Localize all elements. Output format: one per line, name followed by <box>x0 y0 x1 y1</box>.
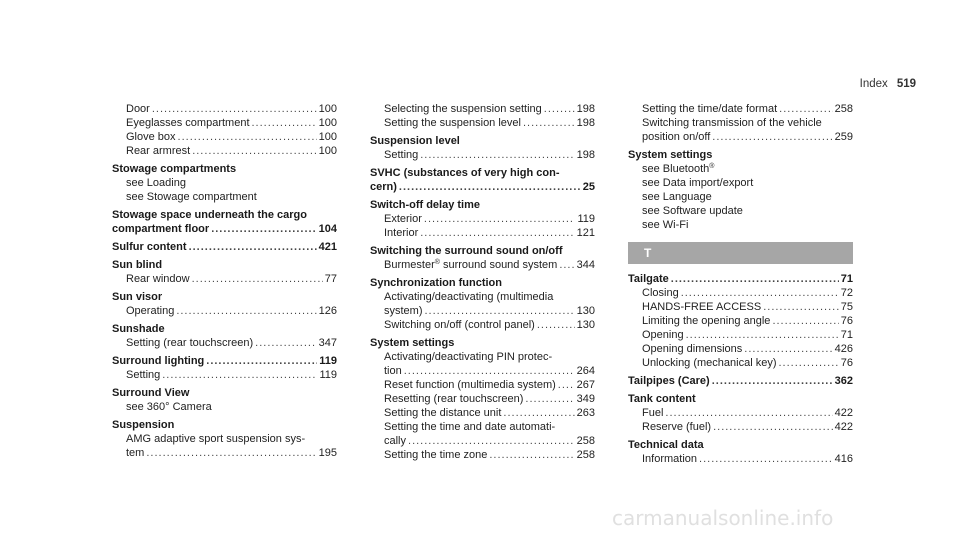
entry-text <box>384 148 418 162</box>
leader-dots <box>152 102 317 116</box>
entry-label: Opening dimensions <box>642 343 743 355</box>
page-ref: 349 <box>576 393 595 405</box>
entry-label: Rear armrest <box>126 145 191 157</box>
watermark: carmanualsonline.info <box>612 506 834 530</box>
entry-label: Sun blind <box>112 259 163 271</box>
page-ref: 119 <box>577 213 595 225</box>
entry-text <box>642 219 688 231</box>
entry-text <box>642 191 712 203</box>
entry-label: Tailgate <box>628 273 669 285</box>
entry-label: Stowage compartments <box>112 163 237 175</box>
entry-label: Resetting (rear touchscreen) <box>384 393 524 405</box>
page-ref: 77 <box>324 273 337 285</box>
index-entry <box>370 336 595 350</box>
leader-dots <box>559 258 574 272</box>
page-ref: 198 <box>576 103 595 115</box>
index-subentry <box>370 290 595 304</box>
leader-dots <box>424 212 576 226</box>
registered-mark: ® <box>709 163 715 170</box>
entry-label: Switching the surround sound on/off <box>370 245 563 257</box>
index-subentry <box>628 420 853 434</box>
page-ref: 264 <box>576 365 595 377</box>
leader-dots <box>665 406 832 420</box>
leader-dots <box>489 448 574 462</box>
entry-label: Door <box>126 103 150 115</box>
index-entry <box>370 198 595 212</box>
entry-label: Setting the distance unit <box>384 407 502 419</box>
index-subentry <box>370 148 595 162</box>
index-entry <box>112 240 337 254</box>
entry-text <box>642 356 777 370</box>
index-entry <box>112 222 337 236</box>
entry-label: Closing <box>642 287 679 299</box>
entry-label: Glove box <box>126 131 176 143</box>
leader-dots <box>252 116 317 130</box>
entry-text <box>642 342 742 356</box>
entry-text <box>370 180 397 194</box>
leader-dots <box>713 420 833 434</box>
entry-text <box>384 351 552 363</box>
index-subentry <box>628 204 853 218</box>
leader-dots <box>146 446 316 460</box>
index-subentry <box>112 400 337 414</box>
entry-label: Setting the time zone <box>384 449 488 461</box>
entry-text <box>370 337 454 349</box>
page-ref: 75 <box>840 301 853 313</box>
entry-text <box>370 199 480 211</box>
page-ref: 416 <box>834 453 853 465</box>
index-entry <box>628 148 853 162</box>
page-number: 519 <box>896 78 916 90</box>
entry-label: Setting (rear touchscreen) <box>126 337 254 349</box>
page-ref: 25 <box>582 181 595 193</box>
page-ref: 100 <box>318 145 337 157</box>
leader-dots <box>176 304 316 318</box>
entry-label: Switching transmission of the vehicle <box>642 117 822 129</box>
index-entry <box>370 180 595 194</box>
page-ref: 259 <box>834 131 853 143</box>
leader-dots <box>525 392 574 406</box>
entry-text <box>628 272 669 286</box>
entry-label: see Data import/export <box>642 177 754 189</box>
entry-text <box>126 130 176 144</box>
page-ref: 130 <box>576 305 595 317</box>
page-ref: 126 <box>318 305 337 317</box>
entry-label: Technical data <box>628 439 704 451</box>
entry-text <box>642 406 663 420</box>
entry-label: see Wi-Fi <box>642 219 689 231</box>
entry-text <box>628 149 712 161</box>
entry-label: Switching on/off (control panel) <box>384 319 535 331</box>
index-subentry <box>370 350 595 364</box>
page-ref: 100 <box>318 131 337 143</box>
entry-label: system) <box>384 305 423 317</box>
entry-text <box>642 163 714 175</box>
page-ref: 119 <box>319 369 337 381</box>
entry-label: Setting the time/date format <box>642 103 778 115</box>
entry-label: see 360° Camera <box>126 401 212 413</box>
index-letter-header: T <box>628 242 853 264</box>
leader-dots <box>686 328 839 342</box>
entry-label: tem <box>126 447 145 459</box>
index-column-2 <box>370 102 595 462</box>
entry-label: Sunshade <box>112 323 165 335</box>
entry-text <box>642 177 753 189</box>
index-column-1 <box>112 102 337 460</box>
index-subentry <box>112 116 337 130</box>
entry-label: Suspension <box>112 419 175 431</box>
entry-text <box>642 452 697 466</box>
index-entry <box>112 386 337 400</box>
entry-text <box>126 433 305 445</box>
entry-text <box>642 314 770 328</box>
page-ref: 198 <box>576 117 595 129</box>
registered-mark: ® <box>434 259 440 266</box>
leader-dots <box>189 240 317 254</box>
entry-label: Switch-off delay time <box>370 199 481 211</box>
page-ref: 119 <box>319 355 337 367</box>
entry-label: Rear window <box>126 273 190 285</box>
index-subentry <box>628 190 853 204</box>
index-subentry <box>112 304 337 318</box>
page-ref: 422 <box>834 421 853 433</box>
page-ref: 258 <box>834 103 853 115</box>
page-ref: 130 <box>576 319 595 331</box>
entry-text <box>112 209 307 221</box>
leader-dots <box>399 180 581 194</box>
index-column-3 <box>628 102 853 466</box>
leader-dots <box>558 378 575 392</box>
entry-text <box>384 421 555 433</box>
entry-label: Selecting the suspension setting <box>384 103 542 115</box>
entry-label: HANDS-FREE ACCESS <box>642 301 762 313</box>
index-subentry <box>628 300 853 314</box>
entry-text <box>628 374 710 388</box>
index-subentry <box>628 102 853 116</box>
index-subentry <box>370 378 595 392</box>
entry-text <box>384 258 557 272</box>
index-subentry <box>370 116 595 130</box>
entry-label: Eyeglasses compartment <box>126 117 250 129</box>
page-ref: 195 <box>318 447 337 459</box>
entry-text <box>126 191 257 203</box>
index-subentry <box>112 190 337 204</box>
index-subentry <box>370 392 595 406</box>
entry-text <box>126 272 190 286</box>
entry-text <box>384 116 521 130</box>
leader-dots <box>408 434 575 448</box>
index-subentry <box>370 102 595 116</box>
entry-label: Exterior <box>384 213 422 225</box>
entry-text <box>642 102 777 116</box>
leader-dots <box>523 116 575 130</box>
index-entry <box>370 134 595 148</box>
entry-label: Reserve (fuel) <box>642 421 712 433</box>
entry-text <box>112 387 189 399</box>
index-entry <box>112 258 337 272</box>
entry-text <box>126 304 174 318</box>
index-subentry <box>370 258 595 272</box>
index-subentry <box>370 226 595 240</box>
page-ref: 71 <box>840 273 853 285</box>
entry-label: Setting <box>126 369 161 381</box>
index-entry <box>112 354 337 368</box>
header-title: Index <box>859 78 888 90</box>
index-entry <box>112 418 337 432</box>
index-entry <box>112 162 337 176</box>
index-subentry <box>628 176 853 190</box>
entry-text <box>112 163 236 175</box>
index-subentry <box>112 130 337 144</box>
entry-text <box>126 401 212 413</box>
entry-text <box>628 439 704 451</box>
leader-dots <box>779 102 833 116</box>
leader-dots <box>162 368 317 382</box>
entry-label: see Language <box>642 191 712 203</box>
index-entry <box>628 374 853 388</box>
entry-label: Fuel <box>642 407 664 419</box>
entry-text <box>126 336 253 350</box>
index-entry <box>628 392 853 406</box>
entry-text <box>384 448 487 462</box>
index-subentry <box>628 328 853 342</box>
leader-dots <box>544 102 575 116</box>
leader-dots <box>420 226 574 240</box>
leader-dots <box>712 374 833 388</box>
leader-dots <box>744 342 832 356</box>
index-subentry <box>628 116 853 130</box>
entry-text <box>384 406 501 420</box>
leader-dots <box>537 318 575 332</box>
index-subentry <box>112 102 337 116</box>
page-ref: 362 <box>834 375 853 387</box>
entry-text <box>126 177 186 189</box>
entry-text <box>126 368 160 382</box>
entry-label: Activating/deactivating PIN protec- <box>384 351 553 363</box>
entry-label: Synchronization function <box>370 277 502 289</box>
entry-text <box>370 135 460 147</box>
page-ref: 72 <box>840 287 853 299</box>
entry-text <box>384 378 556 392</box>
page-ref: 198 <box>576 149 595 161</box>
entry-text <box>112 419 174 431</box>
page-ref: 344 <box>576 259 595 271</box>
page-ref: 263 <box>576 407 595 419</box>
entry-text <box>112 240 187 254</box>
index-subentry <box>112 176 337 190</box>
entry-text <box>384 304 423 318</box>
index-entry <box>628 438 853 452</box>
entry-label: Opening <box>642 329 684 341</box>
entry-text <box>642 300 761 314</box>
entry-text <box>642 130 710 144</box>
entry-label: System settings <box>628 149 713 161</box>
entry-label: AMG adaptive sport suspension sys- <box>126 433 306 445</box>
entry-label: Sun visor <box>112 291 163 303</box>
entry-text <box>384 291 553 303</box>
index-subentry <box>112 368 337 382</box>
page-ref: 347 <box>318 337 337 349</box>
leader-dots <box>178 130 317 144</box>
index-subentry <box>628 406 853 420</box>
leader-dots <box>192 272 323 286</box>
entry-text <box>384 392 523 406</box>
entry-label: Tank content <box>628 393 696 405</box>
entry-label: Suspension level <box>370 135 460 147</box>
entry-text <box>112 222 209 236</box>
entry-label: see Stowage compartment <box>126 191 257 203</box>
entry-label: Surround View <box>112 387 190 399</box>
leader-dots <box>772 314 838 328</box>
index-subentry <box>628 162 853 176</box>
entry-label: Stowage space underneath the cargo <box>112 209 307 221</box>
entry-label: Burmester <box>384 259 435 271</box>
leader-dots <box>404 364 575 378</box>
entry-text <box>384 364 402 378</box>
entry-label: Information <box>642 453 698 465</box>
leader-dots <box>255 336 316 350</box>
page-ref: 100 <box>318 103 337 115</box>
entry-label: Tailpipes (Care) <box>628 375 710 387</box>
entry-label: Surround lighting <box>112 355 205 367</box>
entry-text <box>370 277 502 289</box>
entry-label: SVHC (substances of very high con- <box>370 167 560 179</box>
page-ref: 76 <box>840 315 853 327</box>
page-ref: 258 <box>576 435 595 447</box>
index-entry <box>370 166 595 180</box>
index-subentry <box>370 318 595 332</box>
entry-label-tail: surround sound system <box>439 259 558 271</box>
page-ref: 100 <box>318 117 337 129</box>
entry-label: Unlocking (mechanical key) <box>642 357 777 369</box>
entry-label: Limiting the opening angle <box>642 315 771 327</box>
leader-dots <box>779 356 839 370</box>
entry-text <box>384 318 535 332</box>
index-subentry <box>370 434 595 448</box>
index-subentry <box>628 342 853 356</box>
entry-label: tion <box>384 365 402 377</box>
index-subentry <box>628 452 853 466</box>
leader-dots <box>206 354 317 368</box>
entry-text <box>126 116 250 130</box>
leader-dots <box>211 222 316 236</box>
entry-text <box>642 117 822 129</box>
entry-label: System settings <box>370 337 455 349</box>
entry-text <box>112 323 165 335</box>
entry-text <box>642 328 684 342</box>
page-header <box>860 78 916 90</box>
leader-dots <box>763 300 839 314</box>
index-subentry <box>628 286 853 300</box>
entry-text <box>126 446 144 460</box>
index-subentry <box>112 336 337 350</box>
index-subentry <box>370 364 595 378</box>
leader-dots <box>699 452 833 466</box>
entry-label: position on/off <box>642 131 711 143</box>
page-ref: 71 <box>840 329 853 341</box>
index-subentry <box>370 304 595 318</box>
entry-text <box>384 434 406 448</box>
leader-dots <box>671 272 839 286</box>
entry-label: cern) <box>370 181 397 193</box>
page-ref: 121 <box>576 227 595 239</box>
page-ref: 267 <box>576 379 595 391</box>
page-ref: 76 <box>840 357 853 369</box>
entry-label: Interior <box>384 227 419 239</box>
index-subentry <box>370 420 595 434</box>
index-subentry <box>112 446 337 460</box>
entry-text <box>370 167 559 179</box>
entry-text <box>384 226 418 240</box>
page-ref: 258 <box>576 449 595 461</box>
index-entry <box>112 208 337 222</box>
entry-text <box>384 102 542 116</box>
entry-text <box>112 354 204 368</box>
leader-dots <box>420 148 574 162</box>
entry-label: Setting the suspension level <box>384 117 521 129</box>
leader-dots <box>712 130 832 144</box>
page-ref: 422 <box>834 407 853 419</box>
leader-dots <box>503 406 574 420</box>
entry-label: see Bluetooth <box>642 163 710 175</box>
entry-text <box>126 102 150 116</box>
leader-dots <box>192 144 316 158</box>
entry-label: Reset function (multimedia system) <box>384 379 556 391</box>
index-subentry <box>112 432 337 446</box>
entry-label: Setting <box>384 149 419 161</box>
index-entry <box>112 290 337 304</box>
entry-text <box>126 144 190 158</box>
entry-label: see Software update <box>642 205 743 217</box>
entry-text <box>384 212 422 226</box>
entry-text <box>112 259 162 271</box>
entry-label: cally <box>384 435 407 447</box>
index-entry <box>370 276 595 290</box>
index-subentry <box>628 218 853 232</box>
index-entry <box>628 272 853 286</box>
entry-text <box>628 393 696 405</box>
entry-text <box>642 420 711 434</box>
leader-dots <box>681 286 839 300</box>
entry-text <box>642 205 743 217</box>
entry-text <box>112 291 162 303</box>
entry-text <box>642 286 679 300</box>
entry-label: Operating <box>126 305 175 317</box>
entry-label: Activating/deactivating (multimedia <box>384 291 554 303</box>
index-subentry <box>628 314 853 328</box>
entry-text <box>370 245 562 257</box>
entry-label: Setting the time and date automati- <box>384 421 556 433</box>
page-ref: 104 <box>318 223 337 235</box>
index-subentry <box>370 448 595 462</box>
page-ref: 426 <box>834 343 853 355</box>
index-subentry <box>370 406 595 420</box>
entry-label: compartment floor <box>112 223 210 235</box>
index-entry <box>112 322 337 336</box>
index-subentry <box>112 144 337 158</box>
index-subentry <box>628 130 853 144</box>
entry-label: Sulfur content <box>112 241 187 253</box>
index-subentry <box>628 356 853 370</box>
page-ref: 421 <box>318 241 337 253</box>
index-subentry <box>112 272 337 286</box>
index-entry <box>370 244 595 258</box>
entry-label: see Loading <box>126 177 186 189</box>
index-subentry <box>370 212 595 226</box>
leader-dots <box>425 304 575 318</box>
